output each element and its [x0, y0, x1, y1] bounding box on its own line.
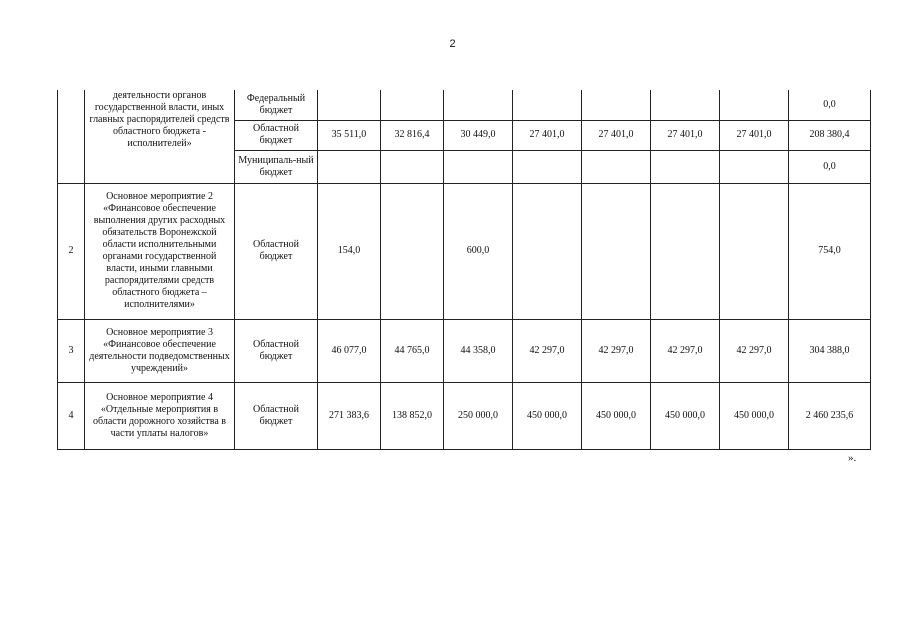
value-cell: 138 852,0 — [381, 382, 444, 449]
total-cell: 208 380,4 — [789, 120, 871, 150]
value-cell — [582, 150, 651, 183]
value-cell — [720, 183, 789, 319]
value-cell — [582, 183, 651, 319]
value-cell: 27 401,0 — [651, 120, 720, 150]
value-cell — [651, 150, 720, 183]
value-cell: 271 383,6 — [318, 382, 381, 449]
value-cell — [444, 150, 513, 183]
activity-cell: Основное мероприятие 2 «Финансовое обеспечение выполнения других расходных обязательств Воронежской области исполнительными органами государственной власти, иными главными распорядителями средств областного бюджета – исполнителями» — [85, 183, 235, 319]
value-cell — [720, 150, 789, 183]
activity-cell: Основное мероприятие 4 «Отдельные мероприятия в области дорожного хозяйства в части уплаты налогов» — [85, 382, 235, 449]
budget-table — [57, 90, 871, 450]
value-cell: 154,0 — [318, 183, 381, 319]
value-cell: 30 449,0 — [444, 120, 513, 150]
value-cell: 44 358,0 — [444, 319, 513, 382]
value-cell — [513, 183, 582, 319]
row-index: 4 — [58, 382, 85, 449]
value-cell: 450 000,0 — [720, 382, 789, 449]
value-cell — [651, 183, 720, 319]
total-cell: 0,0 — [789, 150, 871, 183]
value-cell — [381, 150, 444, 183]
budget-source: Областной бюджет — [235, 183, 318, 319]
total-cell: 304 388,0 — [789, 319, 871, 382]
value-cell — [720, 90, 789, 120]
value-cell: 46 077,0 — [318, 319, 381, 382]
table-row — [58, 90, 871, 120]
value-cell: 450 000,0 — [651, 382, 720, 449]
value-cell — [582, 90, 651, 120]
value-cell: 450 000,0 — [582, 382, 651, 449]
activity-cell: деятельности органов государственной власти, иных главных распорядителей средств областного бюджета - исполнителей» — [85, 90, 235, 183]
value-cell: 27 401,0 — [513, 120, 582, 150]
table-row — [58, 183, 871, 319]
value-cell: 44 765,0 — [381, 319, 444, 382]
value-cell: 600,0 — [444, 183, 513, 319]
activity-cell: Основное мероприятие 3 «Финансовое обеспечение деятельности подведомственных учреждений» — [85, 319, 235, 382]
value-cell — [381, 90, 444, 120]
value-cell: 42 297,0 — [513, 319, 582, 382]
total-cell: 754,0 — [789, 183, 871, 319]
value-cell: 250 000,0 — [444, 382, 513, 449]
value-cell — [513, 150, 582, 183]
budget-source: Муниципаль-ный бюджет — [235, 150, 318, 183]
budget-source: Областной бюджет — [235, 319, 318, 382]
budget-source: Областной бюджет — [235, 120, 318, 150]
value-cell — [651, 90, 720, 120]
value-cell — [318, 150, 381, 183]
table-row — [58, 382, 871, 449]
value-cell: 42 297,0 — [720, 319, 789, 382]
value-cell — [513, 90, 582, 120]
value-cell: 27 401,0 — [720, 120, 789, 150]
value-cell: 42 297,0 — [651, 319, 720, 382]
row-index: 2 — [58, 183, 85, 319]
value-cell — [444, 90, 513, 120]
budget-source: Областной бюджет — [235, 382, 318, 449]
total-cell: 0,0 — [789, 90, 871, 120]
row-index: 3 — [58, 319, 85, 382]
value-cell: 35 511,0 — [318, 120, 381, 150]
value-cell: 450 000,0 — [513, 382, 582, 449]
value-cell — [381, 183, 444, 319]
value-cell: 42 297,0 — [582, 319, 651, 382]
page-number: 2 — [449, 38, 456, 50]
closing-quote: ». — [848, 452, 857, 464]
value-cell — [318, 90, 381, 120]
row-index — [58, 90, 85, 183]
value-cell: 27 401,0 — [582, 120, 651, 150]
value-cell: 32 816,4 — [381, 120, 444, 150]
table-row — [58, 319, 871, 382]
budget-source: Федеральный бюджет — [235, 90, 318, 120]
total-cell: 2 460 235,6 — [789, 382, 871, 449]
